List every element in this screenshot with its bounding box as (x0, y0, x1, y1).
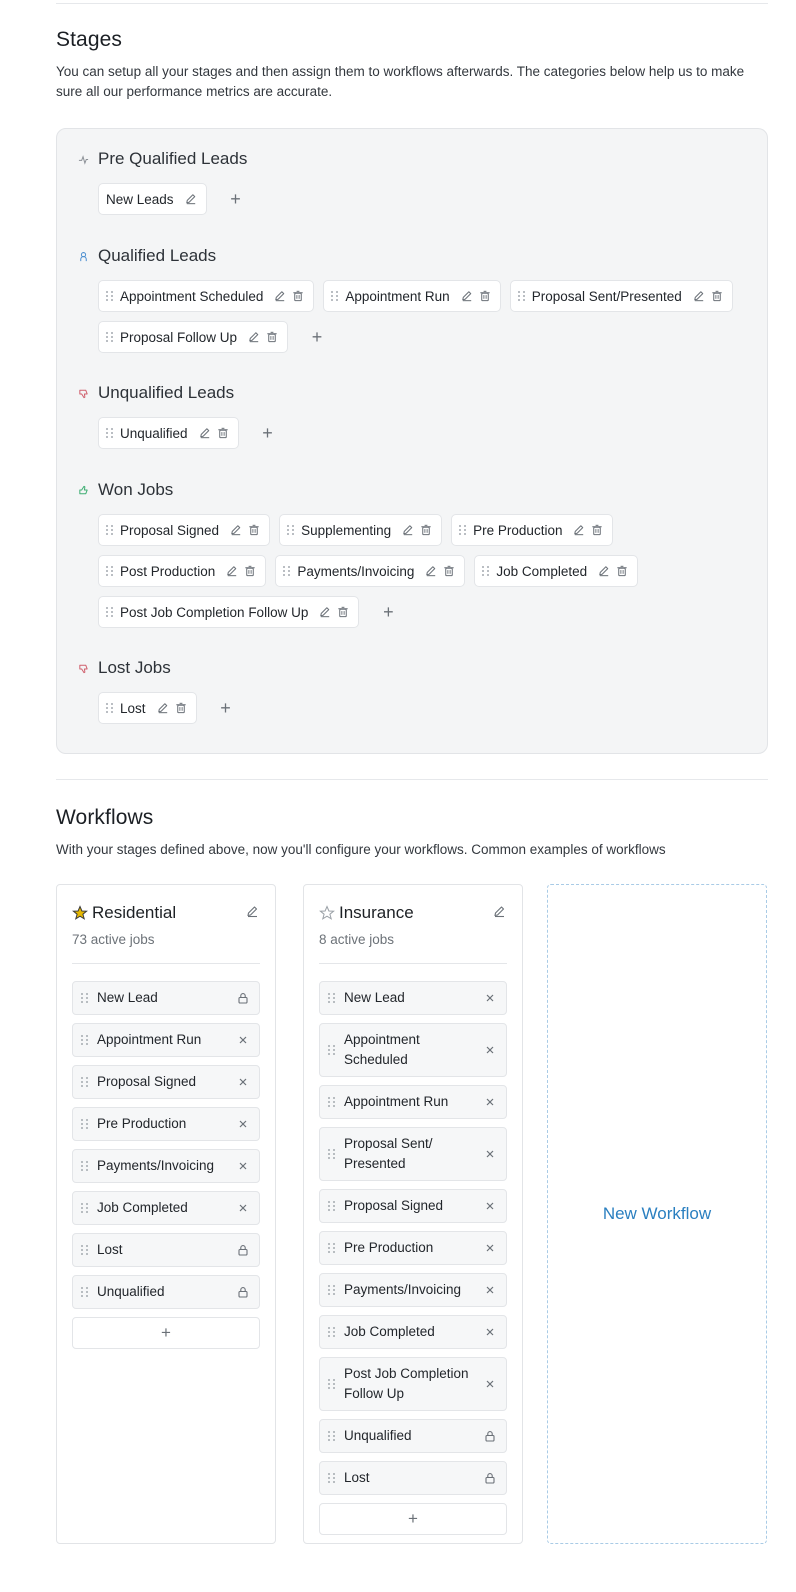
stage-chip[interactable] (98, 280, 314, 312)
stage-chip[interactable] (98, 692, 197, 724)
remove-icon[interactable] (484, 1378, 496, 1390)
workflow-stage-item[interactable] (319, 1189, 507, 1223)
star-icon[interactable] (319, 905, 335, 921)
stage-label: Unqualified (120, 425, 188, 441)
workflow-stage-item[interactable] (319, 1419, 507, 1453)
trash-icon[interactable] (478, 289, 492, 303)
stage-chip[interactable] (98, 596, 359, 628)
drag-handle-icon[interactable] (81, 1202, 89, 1214)
stage-chip[interactable] (98, 183, 207, 215)
remove-icon[interactable] (484, 1096, 496, 1108)
stage-chip[interactable] (98, 555, 266, 587)
workflow-job-count: 8 active jobs (319, 932, 395, 947)
workflow-stage-label: Job Completed (344, 1324, 435, 1339)
pencil-icon[interactable] (318, 605, 332, 619)
drag-handle-icon[interactable] (81, 1034, 89, 1046)
drag-handle-icon[interactable] (81, 1286, 89, 1298)
workflow-stage-item[interactable] (72, 1275, 260, 1309)
workflow-stage-item[interactable] (72, 981, 260, 1015)
lock-icon (237, 1244, 249, 1256)
workflow-name: Insurance (339, 903, 414, 922)
stage-chip-list (98, 514, 738, 628)
drag-handle-icon[interactable] (81, 1160, 89, 1172)
drag-handle-icon[interactable] (328, 1096, 336, 1108)
remove-icon[interactable] (237, 1076, 249, 1088)
category-title: Won Jobs (98, 480, 174, 499)
drag-handle-icon[interactable] (81, 992, 89, 1004)
remove-icon[interactable] (484, 1326, 496, 1338)
add-stage-button[interactable]: + (383, 601, 394, 622)
workflow-stage-list (319, 981, 507, 1535)
thumbs-down-icon (77, 662, 89, 674)
pencil-icon[interactable] (401, 523, 415, 537)
remove-icon[interactable] (237, 1202, 249, 1214)
drag-handle-icon[interactable] (106, 606, 114, 618)
remove-icon[interactable] (484, 992, 496, 1004)
drag-handle-icon[interactable] (328, 1430, 336, 1442)
thumbs-up-icon (77, 484, 89, 496)
workflow-divider (72, 963, 260, 964)
lock-icon (237, 992, 249, 1004)
trash-icon[interactable] (442, 564, 456, 578)
drag-handle-icon[interactable] (331, 290, 339, 302)
workflow-stage-label: Appointment Run (97, 1032, 202, 1047)
workflow-stage-list (72, 981, 260, 1349)
add-workflow-stage-button[interactable]: + (319, 1503, 507, 1535)
pencil-icon[interactable] (460, 289, 474, 303)
pencil-icon[interactable] (198, 426, 212, 440)
trash-icon[interactable] (419, 523, 433, 537)
pencil-icon[interactable] (597, 564, 611, 578)
workflow-stage-item[interactable] (319, 1315, 507, 1349)
workflow-stage-label: Proposal Signed (97, 1074, 197, 1089)
trash-icon[interactable] (247, 523, 261, 537)
workflow-stage-label: Unqualified (97, 1284, 165, 1299)
drag-handle-icon[interactable] (328, 1378, 336, 1390)
stage-category (77, 656, 171, 680)
workflow-stage-item[interactable] (319, 1231, 507, 1265)
stage-chip[interactable] (98, 321, 288, 353)
remove-icon[interactable] (237, 1034, 249, 1046)
drag-handle-icon[interactable] (459, 524, 467, 536)
category-title: Qualified Leads (98, 246, 217, 265)
drag-handle-icon[interactable] (328, 1242, 336, 1254)
pencil-icon[interactable] (572, 523, 586, 537)
add-stage-button[interactable]: + (230, 188, 241, 209)
star-icon[interactable] (72, 905, 88, 921)
stage-label: Proposal Sent/Presented (531, 288, 682, 304)
remove-icon[interactable] (484, 1148, 496, 1160)
pencil-icon[interactable] (692, 289, 706, 303)
remove-icon[interactable] (484, 1200, 496, 1212)
stage-chip-list (98, 280, 738, 353)
stage-chip-list (98, 417, 738, 449)
drag-handle-icon[interactable] (518, 290, 526, 302)
workflow-stage-label: Lost (97, 1242, 123, 1257)
pencil-icon[interactable] (225, 564, 239, 578)
stage-label: Proposal Signed (120, 522, 220, 538)
stages-panel (56, 128, 768, 754)
remove-icon[interactable] (484, 1284, 496, 1296)
workflow-stage-item[interactable] (72, 1065, 260, 1099)
drag-handle-icon[interactable] (328, 992, 336, 1004)
workflow-stage-item[interactable] (319, 1461, 507, 1495)
workflow-stage-item[interactable] (319, 1273, 507, 1307)
stage-label: Proposal Follow Up (120, 329, 238, 345)
drag-handle-icon[interactable] (106, 427, 114, 439)
lock-icon (237, 1286, 249, 1298)
workflows-description: With your stages defined above, now you'll configure your workflows. Common examples of workflows (56, 842, 666, 857)
pencil-icon[interactable] (156, 701, 170, 715)
workflow-stage-label: Appointment Scheduled (344, 1032, 420, 1067)
category-title: Unqualified Leads (98, 383, 235, 402)
workflow-stage-label: Lost (344, 1470, 370, 1485)
workflow-stage-item[interactable] (72, 1107, 260, 1141)
drag-handle-icon[interactable] (328, 1472, 336, 1484)
drag-handle-icon[interactable] (81, 1118, 89, 1130)
stages-description: You can setup all your stages and then assign them to workflows afterwards. The categories below help us to make sure all our performance metrics are accurate. (56, 64, 745, 99)
stage-label: Pre Production (473, 522, 563, 538)
lock-icon (484, 1430, 496, 1442)
drag-handle-icon[interactable] (328, 1284, 336, 1296)
pencil-icon[interactable] (184, 192, 198, 206)
stage-label: Supplementing (301, 522, 392, 538)
workflow-stage-item[interactable] (319, 1085, 507, 1119)
stage-category (77, 478, 173, 502)
drag-handle-icon[interactable] (328, 1200, 336, 1212)
workflow-stage-item[interactable] (319, 1023, 507, 1077)
stage-chip[interactable] (279, 514, 442, 546)
trash-icon[interactable] (291, 289, 305, 303)
workflow-header (319, 903, 507, 923)
stage-chip-list (98, 692, 738, 724)
section-divider (56, 779, 768, 780)
workflow-stage-item[interactable] (319, 1357, 507, 1411)
workflow-card (303, 884, 523, 1544)
stage-label: Post Production (120, 563, 216, 579)
drag-handle-icon[interactable] (328, 1326, 336, 1338)
workflow-stage-label: Proposal Signed (344, 1198, 444, 1213)
lock-icon (484, 1472, 496, 1484)
category-title: Pre Qualified Leads (98, 149, 248, 168)
trash-icon[interactable] (243, 564, 257, 578)
pencil-icon[interactable] (424, 564, 438, 578)
trash-icon[interactable] (216, 426, 230, 440)
add-stage-button[interactable]: + (311, 326, 323, 347)
pencil-icon[interactable] (273, 289, 287, 303)
drag-handle-icon[interactable] (106, 524, 114, 536)
pencil-icon[interactable] (492, 904, 507, 919)
stage-label: Appointment Scheduled (120, 288, 264, 304)
workflow-stage-label: Pre Production (97, 1116, 187, 1131)
trash-icon[interactable] (615, 564, 629, 578)
workflow-stage-item[interactable] (319, 981, 507, 1015)
workflow-stage-label: New Lead (97, 990, 158, 1005)
stage-chip[interactable] (98, 514, 270, 546)
workflow-header (72, 903, 260, 923)
person-icon (77, 250, 89, 262)
drag-handle-icon[interactable] (328, 1148, 336, 1160)
stage-chip[interactable] (451, 514, 613, 546)
stage-chip[interactable] (323, 280, 500, 312)
drag-handle-icon[interactable] (482, 565, 490, 577)
workflow-stage-item[interactable] (72, 1023, 260, 1057)
drag-handle-icon[interactable] (106, 702, 114, 714)
drag-handle-icon[interactable] (328, 1044, 336, 1056)
stage-label: Lost (120, 700, 146, 716)
pencil-icon[interactable] (229, 523, 243, 537)
pencil-icon[interactable] (247, 330, 261, 344)
stage-chip[interactable] (474, 555, 638, 587)
add-stage-button[interactable]: + (262, 422, 273, 443)
stage-chip-list (98, 183, 738, 215)
stage-label: Job Completed (496, 563, 588, 579)
trash-icon[interactable] (336, 605, 350, 619)
workflow-job-count: 73 active jobs (72, 932, 155, 947)
workflow-stage-item[interactable] (72, 1191, 260, 1225)
workflows-title: Workflows (56, 806, 154, 829)
trash-icon[interactable] (590, 523, 604, 537)
drag-handle-icon[interactable] (106, 290, 114, 302)
drag-handle-icon[interactable] (283, 565, 291, 577)
workflow-stage-item[interactable] (319, 1127, 507, 1181)
new-workflow-button[interactable] (547, 884, 767, 1544)
pencil-icon[interactable] (245, 904, 260, 919)
drag-handle-icon[interactable] (81, 1244, 89, 1256)
workflow-stage-label: Job Completed (97, 1200, 188, 1215)
add-workflow-stage-button[interactable]: + (72, 1317, 260, 1349)
stage-label: Appointment Run (345, 288, 450, 304)
workflow-stage-label: Post Job Completion Follow Up (344, 1366, 469, 1401)
workflow-card (56, 884, 276, 1544)
stage-label: New Leads (106, 191, 174, 207)
workflow-stage-label: Appointment Run (344, 1094, 449, 1109)
stage-label: Post Job Completion Follow Up (120, 604, 309, 620)
remove-icon[interactable] (484, 1242, 496, 1254)
remove-icon[interactable] (484, 1044, 496, 1056)
workflow-stage-item[interactable] (72, 1149, 260, 1183)
trash-icon[interactable] (265, 330, 279, 344)
thumbs-down-icon (77, 387, 89, 399)
workflow-stage-label: Pre Production (344, 1240, 434, 1255)
new-workflow-label: New Workflow (602, 1204, 712, 1223)
stage-chip[interactable] (98, 417, 239, 449)
trash-icon[interactable] (174, 701, 188, 715)
workflow-name: Residential (92, 903, 177, 922)
stages-title: Stages (56, 28, 122, 51)
drag-handle-icon[interactable] (287, 524, 295, 536)
workflow-stage-label: Proposal Sent/ Presented (344, 1136, 433, 1171)
trash-icon[interactable] (710, 289, 724, 303)
drag-handle-icon[interactable] (81, 1076, 89, 1088)
workflow-stage-label: New Lead (344, 990, 405, 1005)
add-stage-button[interactable]: + (220, 697, 231, 718)
stage-chip[interactable] (275, 555, 465, 587)
stage-category (77, 381, 234, 405)
workflow-stage-label: Unqualified (344, 1428, 412, 1443)
stage-label: Payments/Invoicing (297, 563, 415, 579)
stage-category (77, 244, 216, 268)
workflow-stage-label: Payments/Invoicing (344, 1282, 462, 1297)
category-title: Lost Jobs (98, 658, 171, 677)
top-divider (56, 3, 768, 4)
stage-category (77, 147, 247, 171)
workflow-divider (319, 963, 507, 964)
drag-handle-icon[interactable] (106, 331, 114, 343)
remove-icon[interactable] (237, 1160, 249, 1172)
workflow-stage-label: Payments/Invoicing (97, 1158, 215, 1173)
remove-icon[interactable] (237, 1118, 249, 1130)
drag-handle-icon[interactable] (106, 565, 114, 577)
workflow-stage-item[interactable] (72, 1233, 260, 1267)
stage-chip[interactable] (510, 280, 733, 312)
activity-icon (77, 153, 89, 165)
